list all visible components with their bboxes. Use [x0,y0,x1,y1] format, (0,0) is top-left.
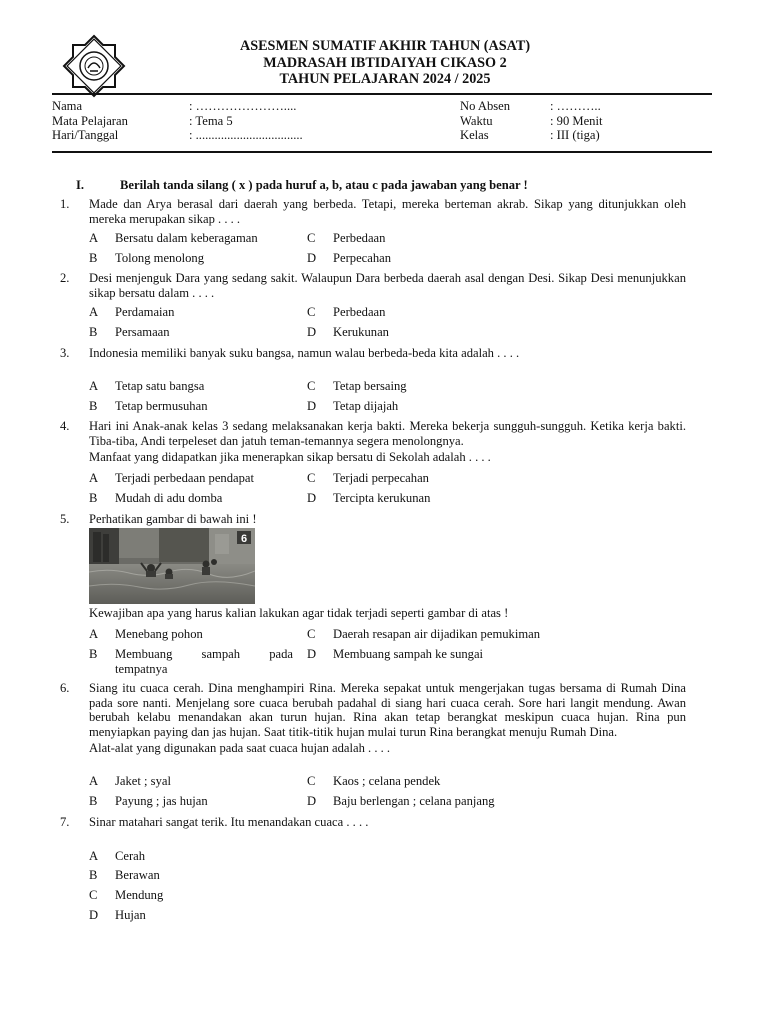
option-text: Jaket ; syal [115,774,171,788]
option-letter: C [307,379,316,393]
question-prompt: Alat-alat yang digunakan pada saat cuaca hujan adalah . . . . [89,741,391,756]
waktu-value: : 90 Menit [550,113,603,128]
option-text: Mendung [115,888,164,902]
kelas-value: : III (tiga) [550,128,600,143]
option-letter: D [307,794,317,808]
option-text: Menebang pohon [115,627,203,641]
question-text: Siang itu cuaca cerah. Dina menghampiri Rina. Mereka sepakat untuk mengerjakan tugas bersama di Rumah Dina pada sore nanti. Menjelang sore cuaca berubah padahal di siang hari cuaca cerah. Sore hari langit mendung. Awan berubah kelabu menandakan akan turun hujan. Rina akan tetap berangkat meskipun cuaca hujan. Rina pun menyiapkan paying dan jas hujan. Saat titik-titik hujan mulai turun Rina berangkat menuju Rumah Dina. [89,681,686,739]
header-title: ASESMEN SUMATIF AKHIR TAHUN (ASAT) [239,38,531,54]
option-letter: A [89,849,99,863]
option-text: Tercipta kerukunan [333,491,431,505]
kelas-label: Kelas [460,128,489,143]
option-letter: B [89,251,98,265]
madrasah-logo-icon [62,34,126,98]
option-letter: A [89,231,99,245]
question-text: Perhatikan gambar di bawah ini ! [89,512,257,526]
option-letter: D [307,251,317,265]
option-letter: C [89,888,98,902]
option-text: Terjadi perpecahan [333,471,429,485]
mapel-value: : Tema 5 [189,113,233,128]
option-text: Tetap satu bangsa [115,379,205,393]
info-divider [52,151,712,153]
option-text: Bersatu dalam keberagaman [115,231,258,245]
option-letter: C [307,305,316,319]
option-text: Perbedaan [333,231,386,245]
option-letter: C [307,231,316,245]
option-text: Cerah [115,849,146,863]
option-letter: B [89,325,98,339]
option-letter: D [89,908,99,922]
flood-photo [89,528,255,604]
option-letter: A [89,471,99,485]
question-number: 3. [60,346,70,360]
option-letter: B [89,647,98,661]
option-letter: A [89,774,99,788]
hari-field[interactable]: : .................................. [189,128,303,143]
option-text: Terjadi perbedaan pendapat [115,471,254,485]
question-number: 6. [60,681,70,695]
option-letter: D [307,325,317,339]
option-text: Payung ; jas hujan [115,794,208,808]
option-text: Tetap bermusuhan [115,399,208,413]
exam-header [140,38,630,88]
question-number: 1. [60,197,70,211]
absen-label: No Absen [460,99,511,113]
option-letter: D [307,399,317,413]
student-info [52,99,712,143]
hari-label: Hari/Tanggal [52,128,119,143]
question-3 [60,346,686,361]
option-text: Mudah di adu domba [115,491,223,505]
option-text: Perdamaian [115,305,175,319]
option-letter: D [307,647,317,661]
question-4 [60,419,686,465]
option-letter: A [89,379,99,393]
option-letter: A [89,627,99,641]
question-1 [60,197,686,226]
option-letter: C [307,471,316,485]
option-text: Tetap bersaing [333,379,407,393]
option-letter: B [89,868,98,882]
nama-label: Nama [52,99,83,113]
question-2 [60,271,686,300]
section-text: Berilah tanda silang ( x ) pada huruf a, b, atau c pada jawaban yang benar ! [120,178,528,192]
option-text: Berawan [115,868,160,882]
option-letter: C [307,627,316,641]
question-number: 5. [60,512,70,526]
section-number: I. [76,178,85,192]
photo-badge: 6 [240,533,248,545]
header-divider [52,93,712,95]
option-text: Hujan [115,908,146,922]
question-5 [60,512,686,527]
question-text: Made dan Arya berasal dari daerah yang berbeda. Tetapi, mereka berteman akrab. Sikap yang ditunjukkan oleh mereka merupakan sikap . . . . [89,197,686,226]
question-7 [60,815,686,830]
nama-field[interactable]: : ………………….... [189,99,297,113]
question-text: Hari ini Anak-anak kelas 3 sedang melaksanakan kerja bakti. Mereka bekerja sungguh-sungguh. Ketika kerja bakti. Tiba-tiba, Andi terpeleset dan jatuh teman-temannya segera menolongnya. [89,419,686,448]
question-prompt: Manfaat yang didapatkan jika menerapkan sikap bersatu di Sekolah adalah . . . . [89,450,491,465]
question-number: 2. [60,271,70,285]
header-year: TAHUN PELAJARAN 2024 / 2025 [279,71,491,87]
option-text: Membuang sampah ke sungai [333,647,484,661]
mapel-label: Mata Pelajaran [52,113,128,128]
option-text: Perbedaan [333,305,386,319]
absen-field[interactable]: : ……….. [550,99,601,113]
question-number: 7. [60,815,70,829]
option-text: Tetap dijajah [333,399,399,413]
option-text: Tolong menolong [115,251,205,265]
waktu-label: Waktu [460,113,493,128]
option-letter: C [307,774,316,788]
option-text: Kaos ; celana pendek [333,774,441,788]
question-text: Sinar matahari sangat terik. Itu menandakan cuaca . . . . [89,815,369,829]
option-letter: D [307,491,317,505]
option-letter: B [89,794,98,808]
question-prompt: Kewajiban apa yang harus kalian lakukan agar tidak terjadi seperti gambar di atas ! [89,606,509,620]
question-number: 4. [60,419,70,433]
option-text: Persamaan [115,325,170,339]
question-text: Desi menjenguk Dara yang sedang sakit. Walaupun Dara berbeda daerah asal dengan Desi. Sikap Desi menunjukkan sikap bersatu dalam . . . . [89,271,686,300]
header-school: MADRASAH IBTIDAIYAH CIKASO 2 [263,54,507,71]
option-text: Daerah resapan air dijadikan pemukiman [333,627,541,641]
question-5-prompt [60,606,686,621]
question-text: Indonesia memiliki banyak suku bangsa, namun walau berbeda-beda kita adalah . . . . [89,346,520,360]
option-letter: B [89,491,98,505]
option-text: Baju berlengan ; celana panjang [333,794,495,808]
option-letter: A [89,305,99,319]
option-letter: B [89,399,98,413]
option-text: Membuang sampah pada tempatnya [115,647,293,676]
question-6 [60,681,686,756]
option-text: Kerukunan [333,325,389,339]
option-text: Perpecahan [333,251,392,265]
